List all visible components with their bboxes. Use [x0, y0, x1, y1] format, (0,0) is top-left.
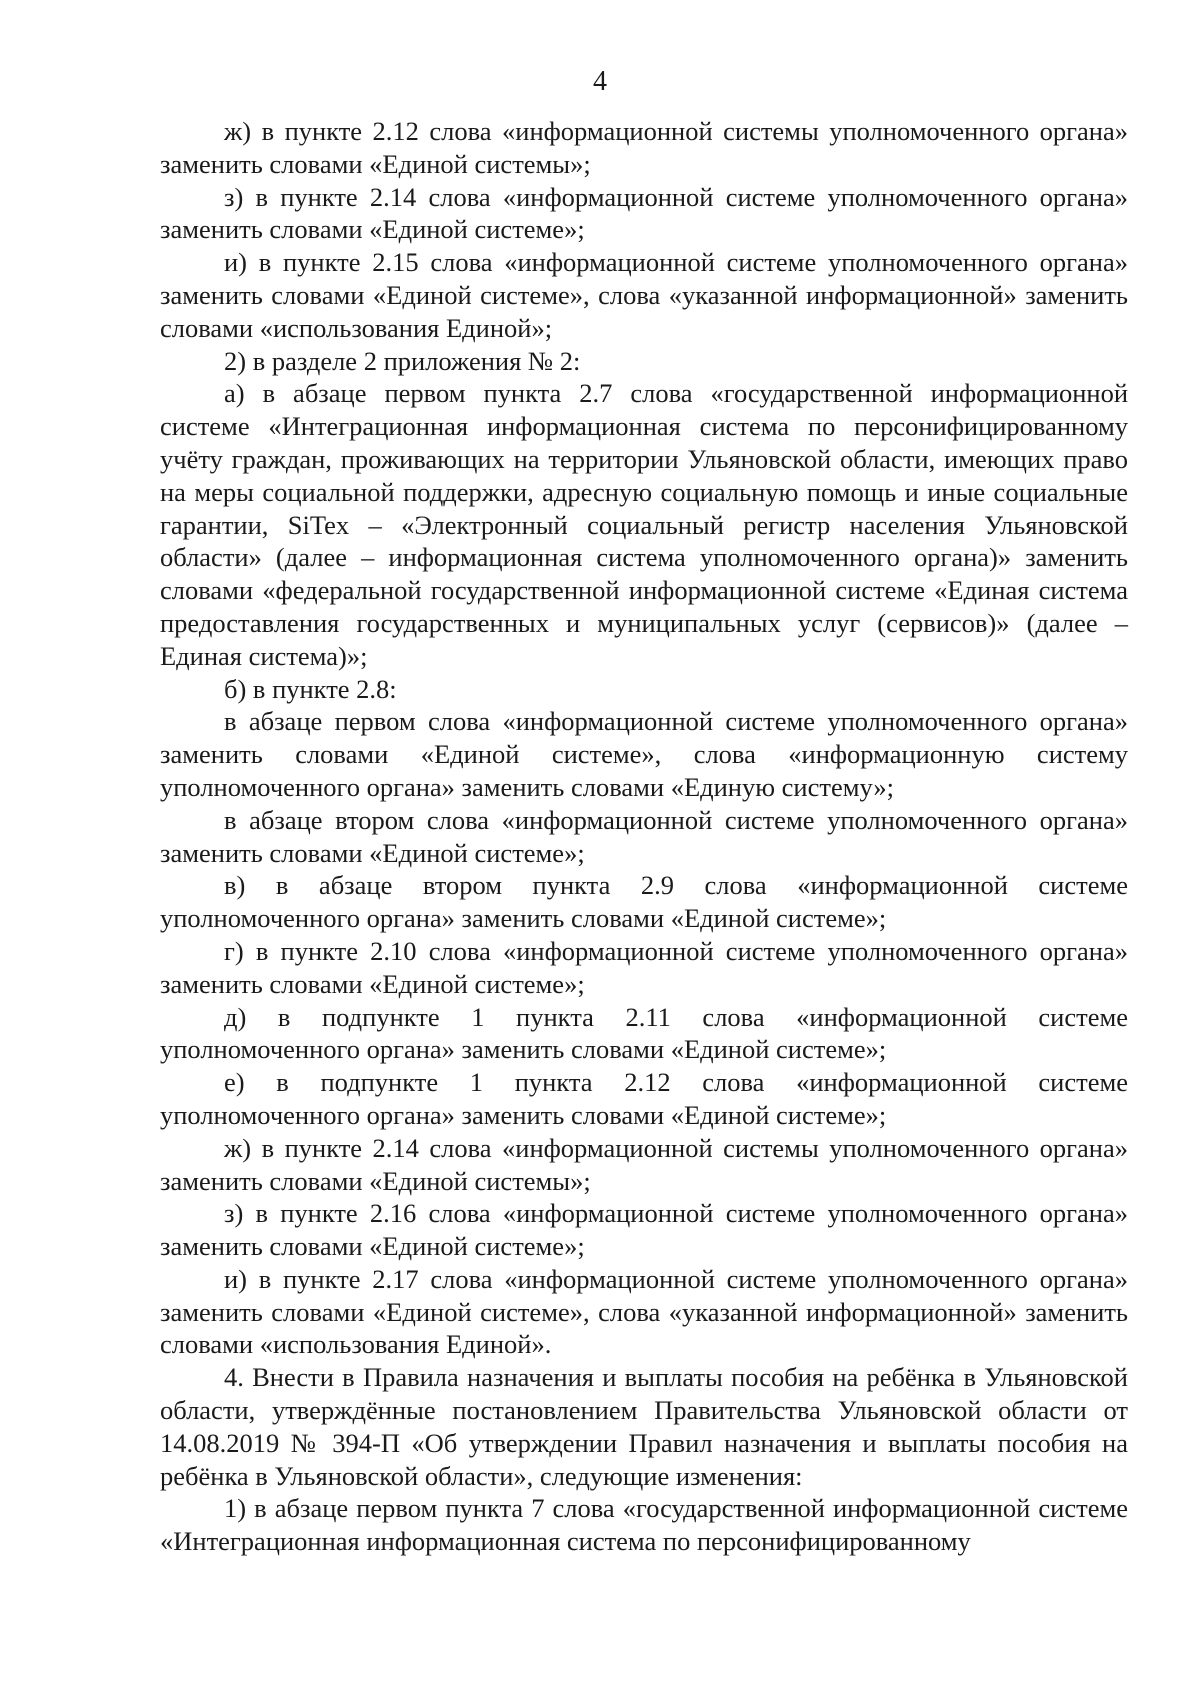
paragraph: з) в пункте 2.16 слова «информационной системе уполномоченного органа» заменить словами «Единой системе»;: [160, 1198, 1128, 1262]
paragraph: а) в абзаце первом пункта 2.7 слова «государственной информационной системе «Интеграционная информационная система по персонифицированному учёту граждан, проживающих на территории Ульяновской области, имеющих право на меры социальной поддержки, адресную социальную помощь и иные социальные гарантии, SiTex – «Электронный социальный регистр населения Ульяновской области» (далее – информационная система уполномоченного органа)» заменить словами «федеральной государственной информационной системе «Единая система предоставления государственных и муниципальных услуг (сервисов)» (далее – Единая система)»;: [160, 378, 1128, 671]
paragraph: б) в пункте 2.8:: [224, 673, 397, 704]
paragraph: и) в пункте 2.17 слова «информационной системе уполномоченного органа» заменить словами «Единой системе», слова «указанной информационной» заменить словами «использования Единой».: [160, 1263, 1128, 1360]
paragraph: е) в подпункте 1 пункта 2.12 слова «информационной системе уполномоченного органа» заменить словами «Единой системе»;: [160, 1067, 1128, 1130]
paragraph: и) в пункте 2.15 слова «информационной системе уполномоченного органа» заменить словами «Единой системе», слова «указанной информационной» заменить словами «использования Единой»;: [160, 247, 1128, 343]
page-number: 4: [593, 66, 607, 97]
paragraph: в абзаце первом слова «информационной системе уполномоченного органа» заменить словами «Единой системе», слова «информационную систему уполномоченного органа» заменить словами «Единую систему»;: [160, 706, 1128, 802]
paragraph: 2) в разделе 2 приложения № 2:: [224, 345, 581, 376]
paragraph: г) в пункте 2.10 слова «информационной системе уполномоченного органа» заменить словами «Единой системе»;: [160, 935, 1128, 999]
paragraph: 4. Внести в Правила назначения и выплаты пособия на ребёнка в Ульяновской области, утверждённые постановлением Правительства Ульяновской области от 14.08.2019 № 394-П «Об утверждении Правил назначения и выплаты пособия на ребёнка в Ульяновской области», следующие изменения:: [160, 1362, 1128, 1491]
paragraph: в) в абзаце втором пункта 2.9 слова «информационной системе уполномоченного органа» заменить словами «Единой системе»;: [160, 870, 1128, 934]
paragraph: 1) в абзаце первом пункта 7 слова «государственной информационной системе «Интеграционная информационная система по персонифицированному: [160, 1493, 1128, 1557]
paragraph: в абзаце втором слова «информационной системе уполномоченного органа» заменить словами «Единой системе»;: [160, 804, 1128, 868]
paragraph: ж) в пункте 2.14 слова «информационной системы уполномоченного органа» заменить словами «Единой системы»;: [160, 1132, 1128, 1196]
paragraph: з) в пункте 2.14 слова «информационной системе уполномоченного органа» заменить словами «Единой системе»;: [160, 181, 1128, 245]
paragraph: ж) в пункте 2.12 слова «информационной системы уполномоченного органа» заменить словами «Единой системы»;: [160, 116, 1128, 179]
document-body: [160, 115, 1128, 1558]
paragraph: д) в подпункте 1 пункта 2.11 слова «информационной системе уполномоченного органа» заменить словами «Единой системе»;: [160, 1001, 1128, 1065]
